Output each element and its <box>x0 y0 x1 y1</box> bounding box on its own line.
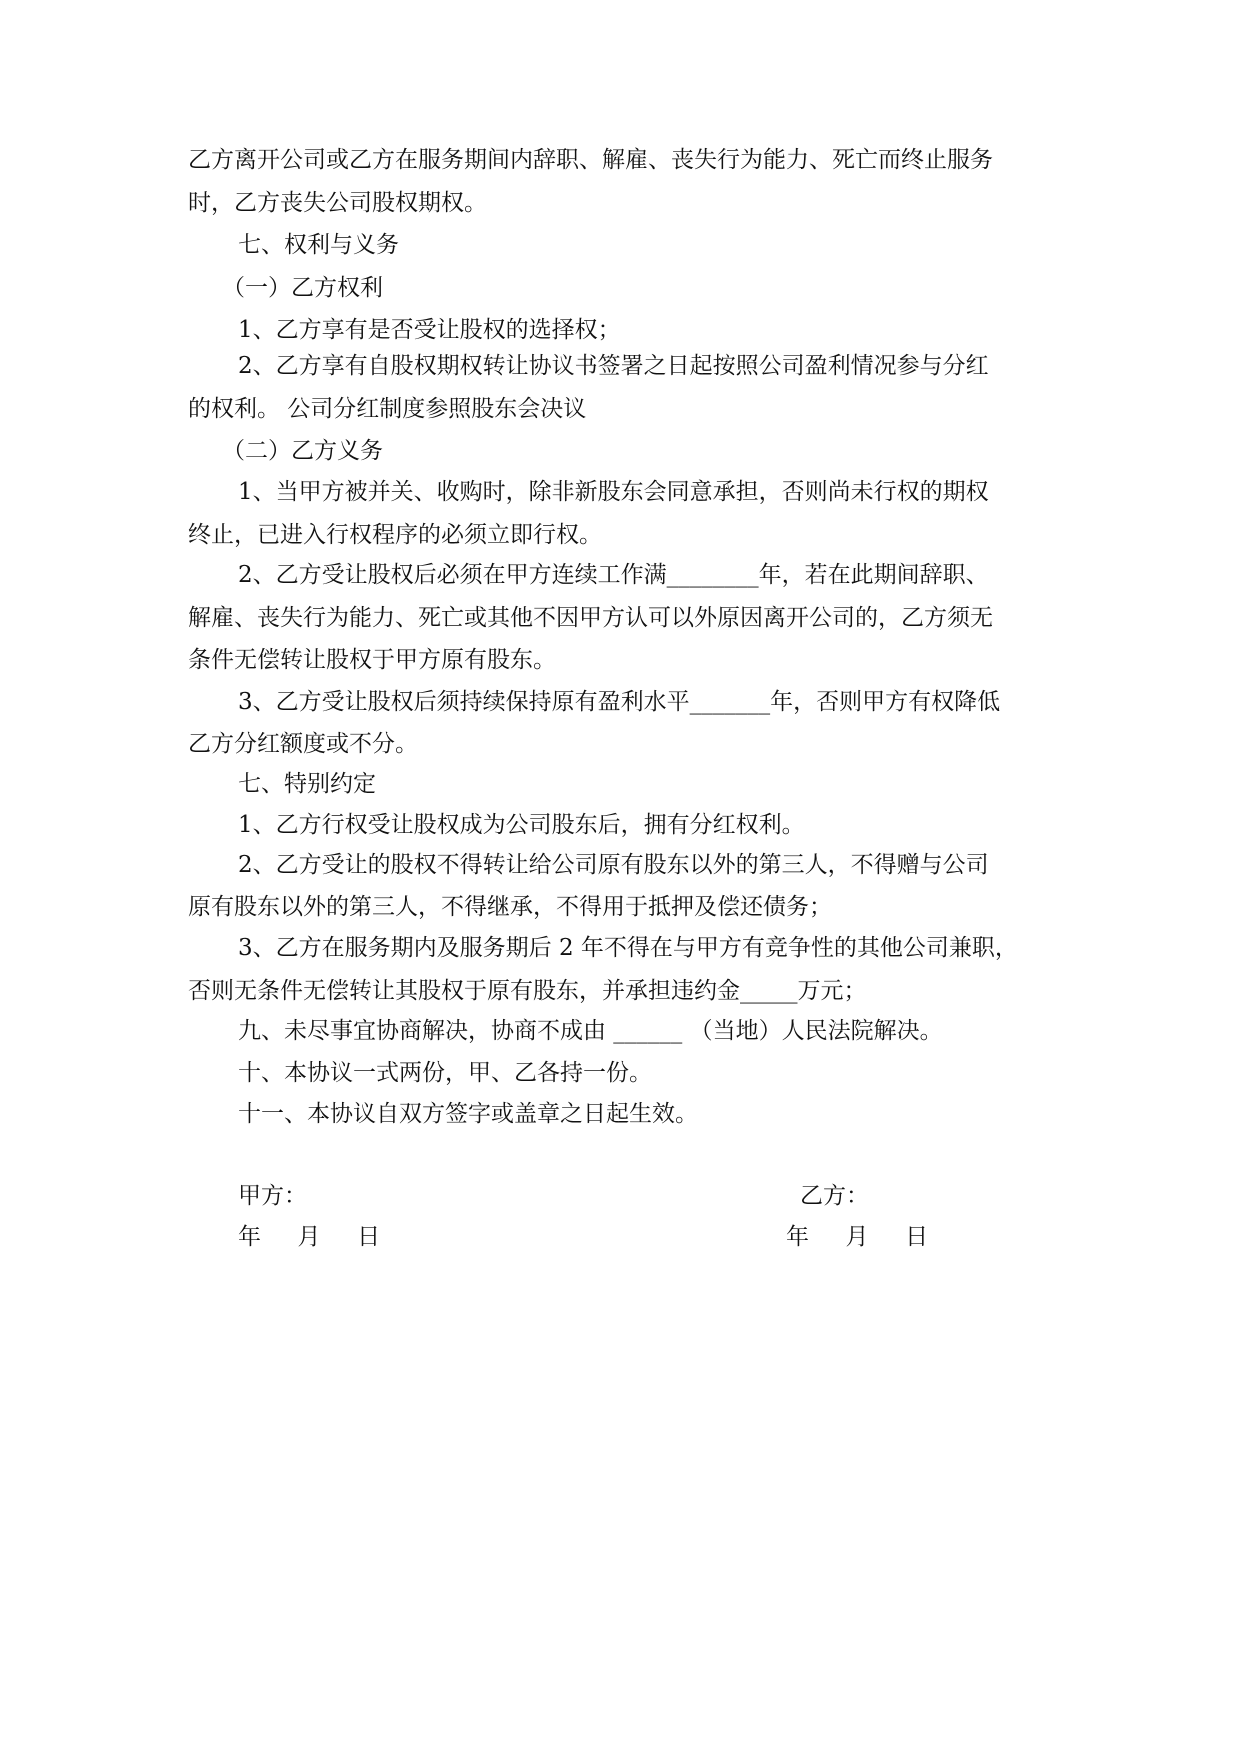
text-line: 十一、本协议自双方签字或盖章之日起生效。 <box>238 1101 698 1127</box>
party-b-date: 年 月 日 <box>786 1224 929 1250</box>
text-line: 1、乙方行权受让股权成为公司股东后，拥有分红权利。 <box>238 812 805 838</box>
text-line: 终止，已进入行权程序的必须立即行权。 <box>188 522 602 548</box>
text-line: 的权利。 公司分红制度参照股东会决议 <box>188 396 587 422</box>
text-line: 3、乙方受让股权后须持续保持原有盈利水平_______年，否则甲方有权降低 <box>238 689 1001 715</box>
text-line: 乙方分红额度或不分。 <box>188 731 418 757</box>
text-line: 乙方离开公司或乙方在服务期间内辞职、解雇、丧失行为能力、死亡而终止服务 <box>188 147 993 173</box>
text-line: 十、本协议一式两份，甲、乙各持一份。 <box>238 1060 652 1086</box>
subsection-heading: （二）乙方义务 <box>222 438 383 464</box>
text-line: 原有股东以外的第三人，不得继承，不得用于抵押及偿还债务； <box>188 894 832 920</box>
text-line: 2、乙方受让的股权不得转让给公司原有股东以外的第三人，不得赠与公司 <box>238 852 989 878</box>
party-a-date: 年 月 日 <box>238 1224 381 1250</box>
text-line: 2、乙方享有自股权期权转让协议书签署之日起按照公司盈利情况参与分红 <box>238 353 989 379</box>
party-a-label: 甲方： <box>238 1183 307 1209</box>
text-line: 1、当甲方被并关、收购时，除非新股东会同意承担，否则尚未行权的期权 <box>238 479 989 505</box>
section-heading: 七、特别约定 <box>238 771 376 797</box>
text-line: 否则无条件无偿转让其股权于原有股东，并承担违约金_____万元； <box>188 978 867 1004</box>
text-line: 2、乙方受让股权后必须在甲方连续工作满________年，若在此期间辞职、 <box>238 562 989 588</box>
text-line: 九、未尽事宜协商解决，协商不成由 ______ （当地）人民法院解决。 <box>238 1018 943 1044</box>
subsection-heading: （一）乙方权利 <box>222 275 383 301</box>
text-line: 条件无偿转让股权于甲方原有股东。 <box>188 647 556 673</box>
text-line: 时，乙方丧失公司股权期权。 <box>188 190 487 216</box>
text-line: 解雇、丧失行为能力、死亡或其他不因甲方认可以外原因离开公司的，乙方须无 <box>188 605 993 631</box>
party-b-label: 乙方： <box>800 1183 869 1209</box>
section-heading: 七、权利与义务 <box>238 232 399 258</box>
text-line: 3、乙方在服务期内及服务期后 2 年不得在与甲方有竞争性的其他公司兼职， <box>238 935 1018 961</box>
text-line: 1、乙方享有是否受让股权的选择权； <box>238 317 621 343</box>
